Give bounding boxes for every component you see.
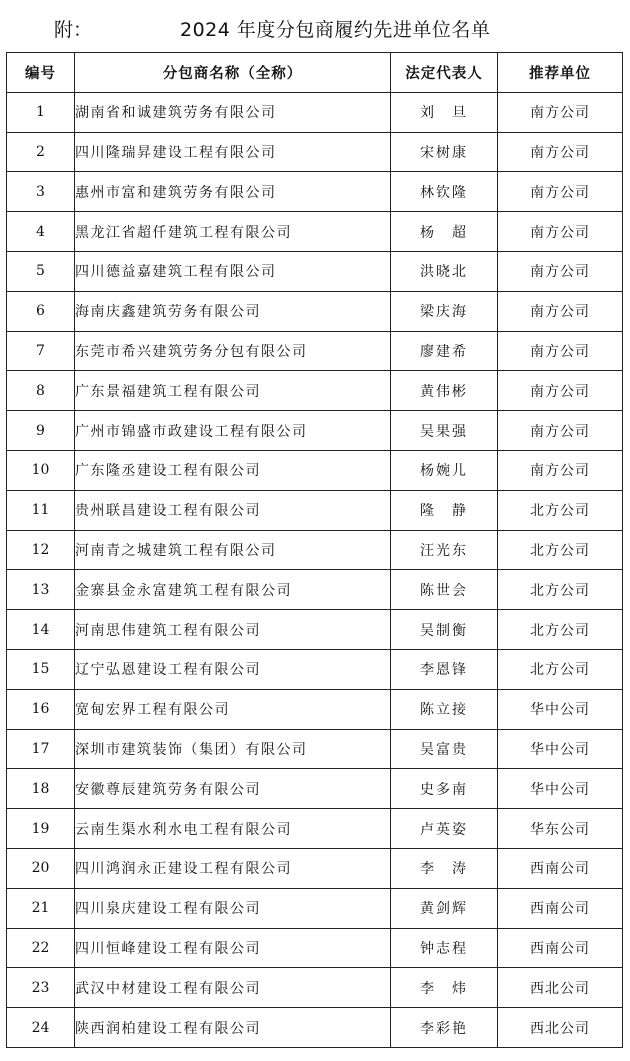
table-row bbox=[7, 411, 623, 451]
company-name: 东莞市希兴建筑劳务分包有限公司 bbox=[75, 331, 391, 371]
row-number: 11 bbox=[7, 490, 75, 530]
recommending-unit: 南方公司 bbox=[498, 371, 623, 411]
company-name: 黑龙江省超仟建筑工程有限公司 bbox=[75, 212, 391, 252]
company-name: 广州市锦盛市政建设工程有限公司 bbox=[75, 411, 391, 451]
recommending-unit: 北方公司 bbox=[498, 530, 623, 570]
row-number: 2 bbox=[7, 132, 75, 172]
legal-representative: 李 涛 bbox=[391, 848, 498, 888]
legal-representative: 吴果强 bbox=[391, 411, 498, 451]
row-number: 22 bbox=[7, 928, 75, 968]
row-number: 20 bbox=[7, 848, 75, 888]
recommending-unit: 北方公司 bbox=[498, 490, 623, 530]
recommending-unit: 西南公司 bbox=[498, 888, 623, 928]
table-row bbox=[7, 610, 623, 650]
table-row bbox=[7, 689, 623, 729]
company-name: 辽宁弘恩建设工程有限公司 bbox=[75, 649, 391, 689]
table-row bbox=[7, 848, 623, 888]
legal-representative: 李彩艳 bbox=[391, 1008, 498, 1048]
document-title: 2024 年度分包商履约先进单位名单 bbox=[180, 19, 491, 41]
table-row bbox=[7, 212, 623, 252]
legal-representative: 杨婉儿 bbox=[391, 450, 498, 490]
company-name: 湖南省和诚建筑劳务有限公司 bbox=[75, 92, 391, 132]
company-name: 河南青之城建筑工程有限公司 bbox=[75, 530, 391, 570]
table-row bbox=[7, 888, 623, 928]
legal-representative: 杨 超 bbox=[391, 212, 498, 252]
table-row bbox=[7, 251, 623, 291]
recommending-unit: 南方公司 bbox=[498, 411, 623, 451]
table-row bbox=[7, 570, 623, 610]
recommending-unit: 北方公司 bbox=[498, 610, 623, 650]
recommending-unit: 南方公司 bbox=[498, 92, 623, 132]
recommending-unit: 西北公司 bbox=[498, 1008, 623, 1048]
recommending-unit: 南方公司 bbox=[498, 172, 623, 212]
row-number: 21 bbox=[7, 888, 75, 928]
row-number: 9 bbox=[7, 411, 75, 451]
row-number: 17 bbox=[7, 729, 75, 769]
row-number: 15 bbox=[7, 649, 75, 689]
legal-representative: 李恩锋 bbox=[391, 649, 498, 689]
recommending-unit: 华中公司 bbox=[498, 689, 623, 729]
row-number: 1 bbox=[7, 92, 75, 132]
row-number: 23 bbox=[7, 968, 75, 1008]
row-number: 7 bbox=[7, 331, 75, 371]
legal-representative: 陈立接 bbox=[391, 689, 498, 729]
company-name: 四川隆瑞昇建设工程有限公司 bbox=[75, 132, 391, 172]
table-row bbox=[7, 450, 623, 490]
row-number: 3 bbox=[7, 172, 75, 212]
contractor-table bbox=[6, 52, 623, 1048]
company-name: 陕西润柏建设工程有限公司 bbox=[75, 1008, 391, 1048]
row-number: 16 bbox=[7, 689, 75, 729]
company-name: 河南思伟建筑工程有限公司 bbox=[75, 610, 391, 650]
company-name: 广东景福建筑工程有限公司 bbox=[75, 371, 391, 411]
recommending-unit: 南方公司 bbox=[498, 251, 623, 291]
row-number: 6 bbox=[7, 291, 75, 331]
recommending-unit: 南方公司 bbox=[498, 212, 623, 252]
attachment-label: 附： bbox=[54, 19, 93, 41]
legal-representative: 吴制衡 bbox=[391, 610, 498, 650]
row-number: 14 bbox=[7, 610, 75, 650]
legal-representative: 洪晓北 bbox=[391, 251, 498, 291]
recommending-unit: 华东公司 bbox=[498, 809, 623, 849]
legal-representative: 廖建希 bbox=[391, 331, 498, 371]
table-row bbox=[7, 371, 623, 411]
table-row bbox=[7, 729, 623, 769]
table-header-row bbox=[7, 53, 623, 93]
legal-representative: 黄剑辉 bbox=[391, 888, 498, 928]
legal-representative: 吴富贵 bbox=[391, 729, 498, 769]
table-row bbox=[7, 172, 623, 212]
company-name: 云南生渠水利水电工程有限公司 bbox=[75, 809, 391, 849]
legal-representative: 黄伟彬 bbox=[391, 371, 498, 411]
row-number: 12 bbox=[7, 530, 75, 570]
recommending-unit: 南方公司 bbox=[498, 132, 623, 172]
company-name: 宽甸宏界工程有限公司 bbox=[75, 689, 391, 729]
recommending-unit: 华中公司 bbox=[498, 769, 623, 809]
legal-representative: 陈世会 bbox=[391, 570, 498, 610]
table-row bbox=[7, 968, 623, 1008]
table-row bbox=[7, 331, 623, 371]
recommending-unit: 南方公司 bbox=[498, 291, 623, 331]
legal-representative: 史多南 bbox=[391, 769, 498, 809]
row-number: 8 bbox=[7, 371, 75, 411]
company-name: 深圳市建筑装饰（集团）有限公司 bbox=[75, 729, 391, 769]
legal-representative: 李 炜 bbox=[391, 968, 498, 1008]
company-name: 金寨县金永富建筑工程有限公司 bbox=[75, 570, 391, 610]
company-name: 海南庆鑫建筑劳务有限公司 bbox=[75, 291, 391, 331]
table-row bbox=[7, 291, 623, 331]
company-name: 四川德益嘉建筑工程有限公司 bbox=[75, 251, 391, 291]
company-name: 贵州联昌建设工程有限公司 bbox=[75, 490, 391, 530]
row-number: 10 bbox=[7, 450, 75, 490]
row-number: 24 bbox=[7, 1008, 75, 1048]
legal-representative: 汪光东 bbox=[391, 530, 498, 570]
table-row bbox=[7, 769, 623, 809]
recommending-unit: 西南公司 bbox=[498, 928, 623, 968]
company-name: 安徽尊辰建筑劳务有限公司 bbox=[75, 769, 391, 809]
row-number: 13 bbox=[7, 570, 75, 610]
legal-representative: 宋树康 bbox=[391, 132, 498, 172]
row-number: 4 bbox=[7, 212, 75, 252]
company-name: 四川鸿润永正建设工程有限公司 bbox=[75, 848, 391, 888]
table-row bbox=[7, 530, 623, 570]
company-name: 广东隆丞建设工程有限公司 bbox=[75, 450, 391, 490]
recommending-unit: 南方公司 bbox=[498, 450, 623, 490]
recommending-unit: 南方公司 bbox=[498, 331, 623, 371]
row-number: 5 bbox=[7, 251, 75, 291]
row-number: 18 bbox=[7, 769, 75, 809]
recommending-unit: 北方公司 bbox=[498, 649, 623, 689]
table-row bbox=[7, 490, 623, 530]
legal-representative: 林钦隆 bbox=[391, 172, 498, 212]
row-number: 19 bbox=[7, 809, 75, 849]
table-row bbox=[7, 1008, 623, 1048]
company-name: 四川恒峰建设工程有限公司 bbox=[75, 928, 391, 968]
table-row bbox=[7, 928, 623, 968]
recommending-unit: 西北公司 bbox=[498, 968, 623, 1008]
table-row bbox=[7, 132, 623, 172]
title-bar bbox=[0, 6, 630, 46]
legal-representative: 梁庆海 bbox=[391, 291, 498, 331]
column-header-recommender: 推荐单位 bbox=[498, 53, 623, 93]
table-row bbox=[7, 809, 623, 849]
column-header-company: 分包商名称（全称） bbox=[75, 53, 391, 93]
table-body bbox=[7, 92, 623, 1047]
table-row bbox=[7, 92, 623, 132]
recommending-unit: 华中公司 bbox=[498, 729, 623, 769]
legal-representative: 卢英姿 bbox=[391, 809, 498, 849]
company-name: 惠州市富和建筑劳务有限公司 bbox=[75, 172, 391, 212]
legal-representative: 刘 旦 bbox=[391, 92, 498, 132]
recommending-unit: 北方公司 bbox=[498, 570, 623, 610]
legal-representative: 钟志程 bbox=[391, 928, 498, 968]
company-name: 四川泉庆建设工程有限公司 bbox=[75, 888, 391, 928]
recommending-unit: 西南公司 bbox=[498, 848, 623, 888]
column-header-number: 编号 bbox=[7, 53, 75, 93]
column-header-representative: 法定代表人 bbox=[391, 53, 498, 93]
table-row bbox=[7, 649, 623, 689]
company-name: 武汉中材建设工程有限公司 bbox=[75, 968, 391, 1008]
legal-representative: 隆 静 bbox=[391, 490, 498, 530]
